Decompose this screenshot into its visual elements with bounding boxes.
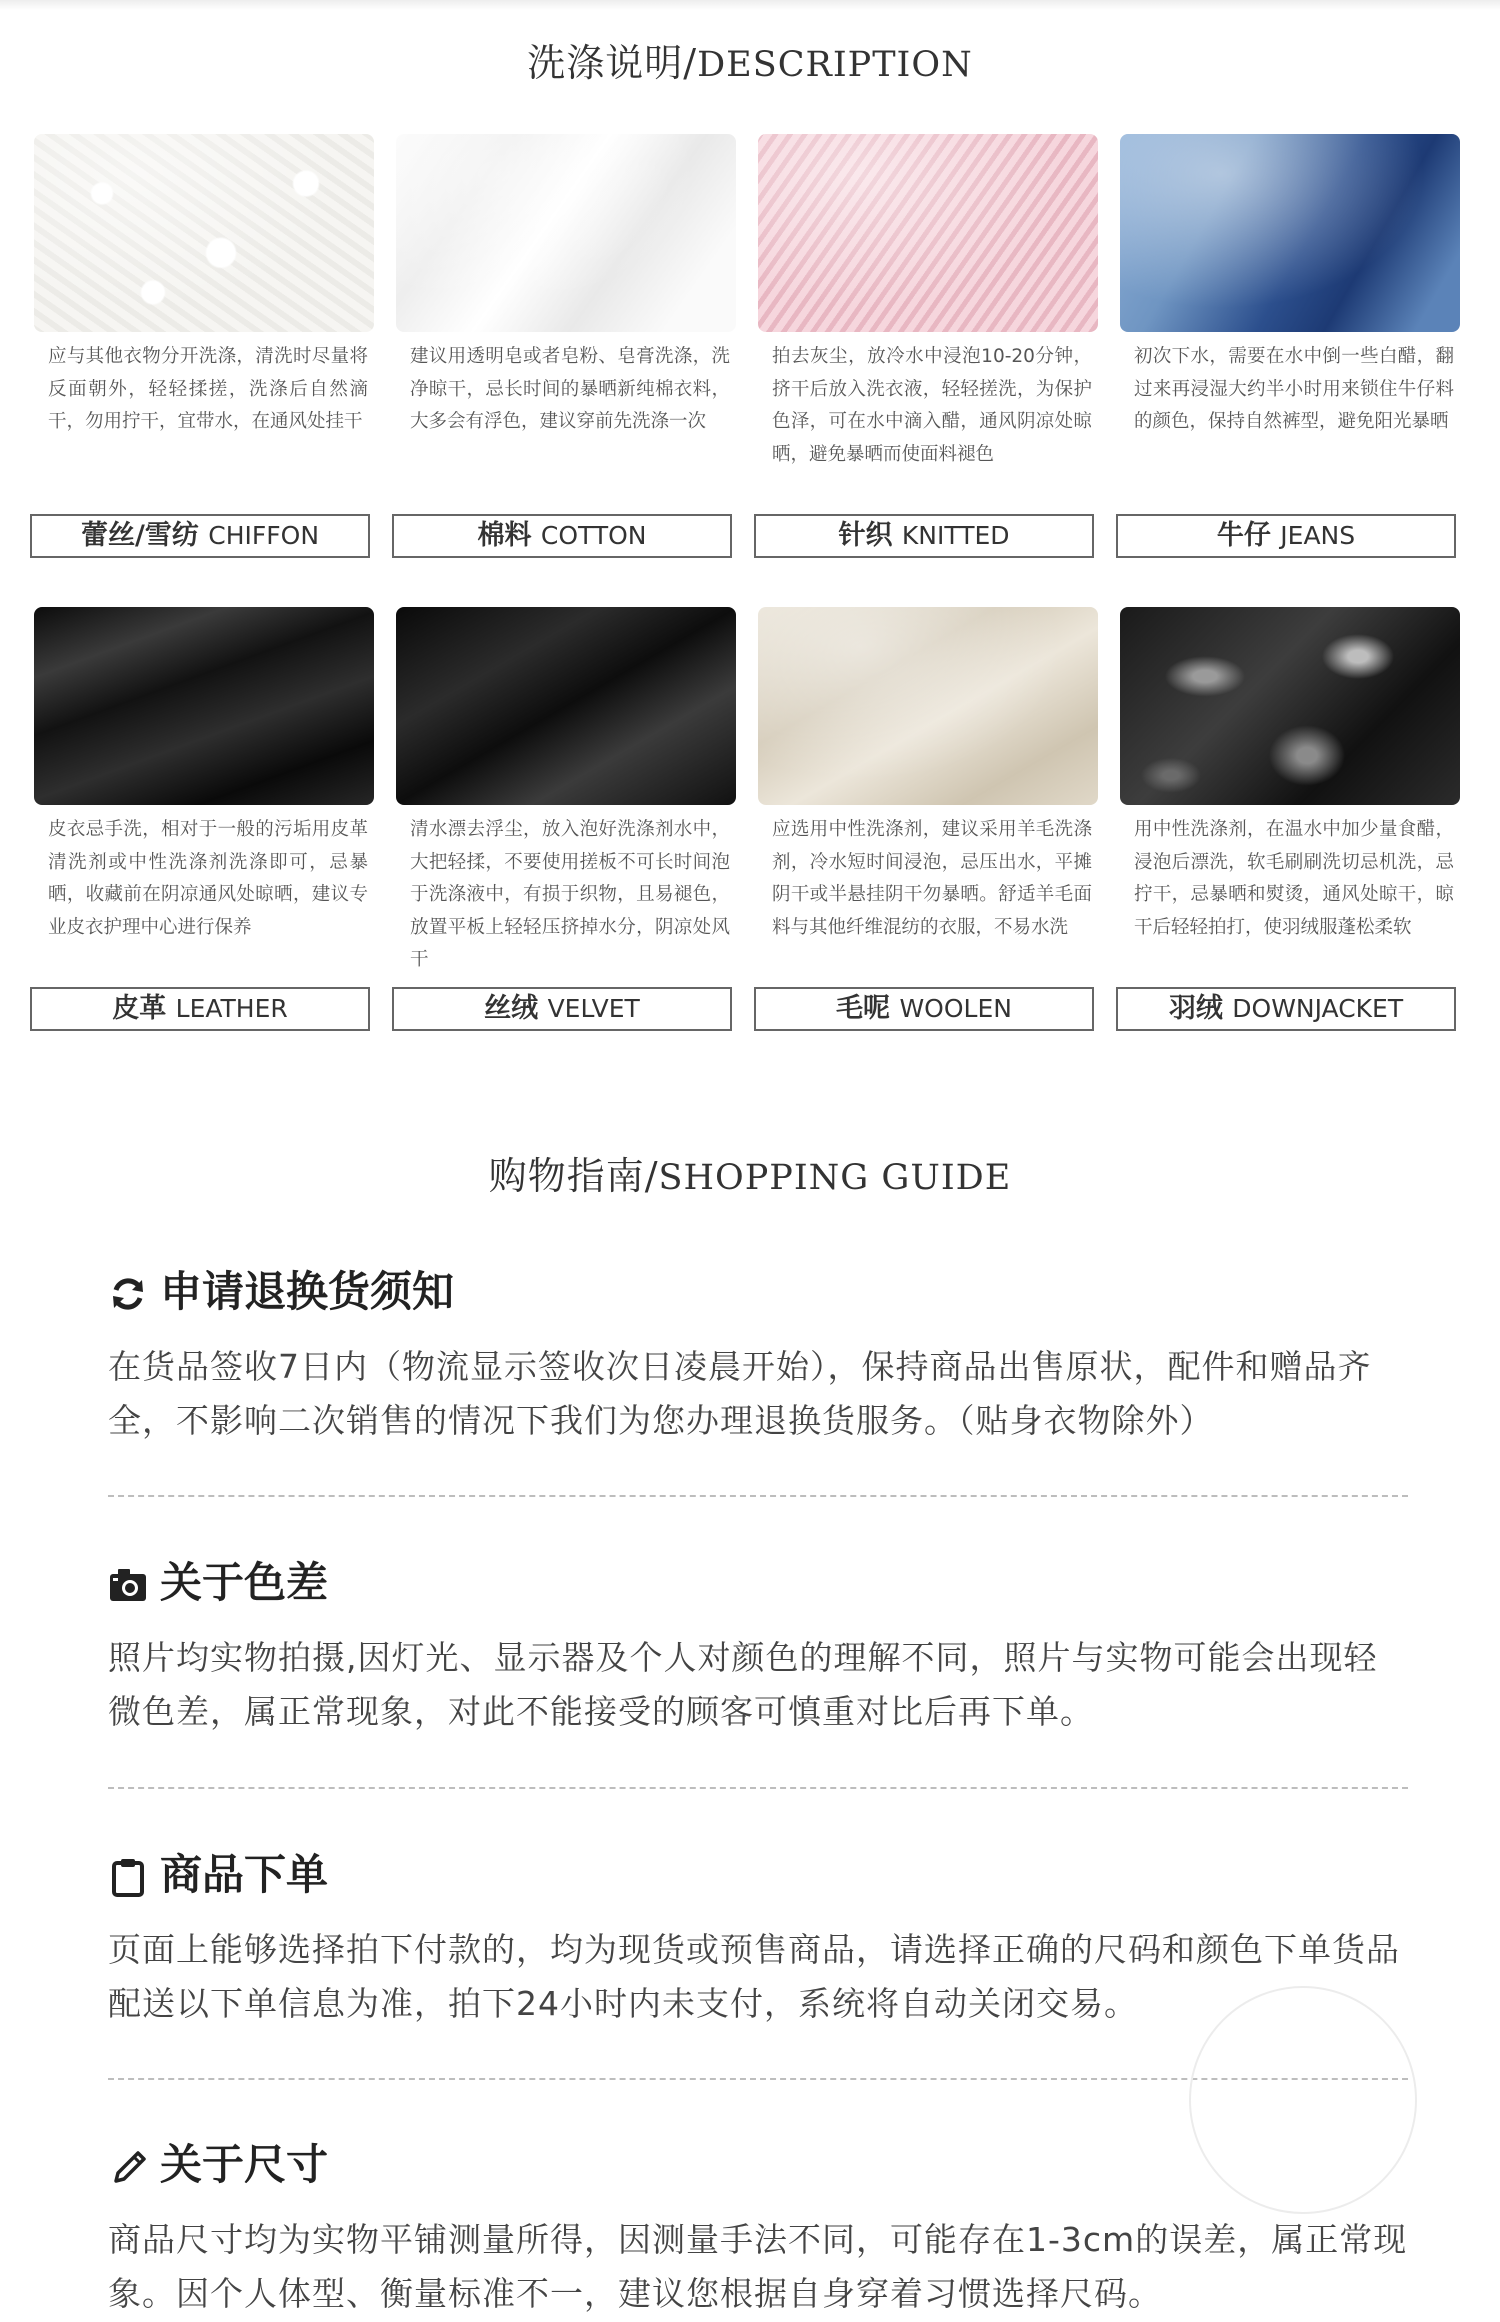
fabric-label-woolen [754, 987, 1094, 1031]
wash-title-separator: / [683, 41, 698, 85]
fabric-care-text: 用中性洗涤剂，在温水中加少量食醋，浸泡后漂洗，软毛刷刷洗切忌机洗，忌拧干，忌暴晒和熨烫，通风处晾干，晾干后轻轻拍打，使羽绒服蓬松柔软 [1134, 819, 1454, 938]
wash-title-en: DESCRIPTION [697, 45, 973, 85]
fabric-card-downjacket [1120, 607, 1460, 1059]
fabric-name-en: LEATHER [175, 994, 288, 1023]
fabric-label-chiffon [30, 514, 370, 558]
guide-item-title: 关于尺寸 [160, 2140, 329, 2189]
fabric-label-velvet [392, 987, 732, 1031]
guide-item-ordering [108, 1845, 1408, 2031]
fabric-card-woolen [758, 607, 1098, 1059]
fabric-label-leather [30, 987, 370, 1031]
fabric-name-en: KNITTED [901, 521, 1010, 550]
fabric-name-cn: 针织 [838, 520, 893, 551]
fabric-name-en: JEANS [1280, 521, 1356, 550]
fabric-name-cn: 丝绒 [484, 993, 539, 1024]
fabric-name-en: COTTON [540, 521, 647, 550]
watermark-circle [1189, 1986, 1417, 2214]
guide-item-body: 在货品签收7日内（物流显示签收次日凌晨开始），保持商品出售原状，配件和赠品齐全，不影响二次销售的情况下我们为您办理退换货服务。（贴身衣物除外） [108, 1347, 1372, 1440]
fabric-card-jeans [1120, 134, 1460, 586]
fabric-care-text: 建议用透明皂或者皂粉、皂膏洗涤，洗净晾干，忌长时间的暴晒新纯棉衣料，大多会有浮色，建议穿前先洗涤一次 [410, 346, 730, 432]
fabric-swatch-cotton [396, 134, 736, 332]
refresh-icon [108, 1274, 148, 1314]
guide-item-returns [108, 1262, 1408, 1448]
clipboard-icon [108, 1857, 148, 1897]
fabric-name-en: DOWNJACKET [1232, 994, 1404, 1023]
fabric-care-text: 初次下水，需要在水中倒一些白醋，翻过来再浸湿大约半小时用来锁住牛仔料的颜色，保持自然裤型，避免阳光暴晒 [1134, 346, 1454, 432]
fabric-name-cn: 棉料 [477, 520, 532, 551]
guide-item-title: 申请退换货须知 [160, 1267, 455, 1316]
top-divider-shadow [0, 0, 1500, 10]
fabric-name-en: VELVET [547, 994, 640, 1023]
fabric-care-text: 应与其他衣物分开洗涤，清洗时尽量将反面朝外，轻轻揉搓，洗涤后自然滴干，勿用拧干，宜带水，在通风处挂干 [48, 346, 368, 432]
guide-title-en: SHOPPING GUIDE [658, 1158, 1012, 1198]
guide-item-body: 页面上能够选择拍下付款的，均为现货或预售商品，请选择正确的尺码和颜色下单货品配送以下单信息为准，拍下24小时内未支付，系统将自动关闭交易。 [108, 1930, 1400, 2023]
guide-item-title: 商品下单 [160, 1850, 329, 1899]
fabric-name-cn: 羽绒 [1168, 993, 1223, 1024]
wash-section-title [0, 32, 1500, 87]
fabric-swatch-woolen [758, 607, 1098, 805]
pencil-icon [108, 2147, 148, 2187]
fabric-care-text: 拍去灰尘，放冷水中浸泡10-20分钟，挤干后放入洗衣液，轻轻搓洗，为保护色泽，可在水中滴入醋，通风阴凉处晾晒，避免暴晒而使面料褪色 [772, 346, 1092, 465]
guide-item-body: 照片均实物拍摄,因灯光、显示器及个人对颜色的理解不同，照片与实物可能会出现轻微色差，属正常现象，对此不能接受的顾客可慎重对比后再下单。 [108, 1638, 1378, 1731]
fabric-name-cn: 牛仔 [1216, 520, 1271, 551]
guide-section-title [0, 1145, 1500, 1200]
fabric-care-text: 皮衣忌手洗，相对于一般的污垢用皮革清洗剂或中性洗涤剂洗涤即可，忌暴晒，收藏前在阴凉通风处晾晒，建议专业皮衣护理中心进行保养 [48, 819, 368, 938]
fabric-swatch-chiffon [34, 134, 374, 332]
fabric-swatch-leather [34, 607, 374, 805]
guide-title-separator: / [644, 1154, 659, 1198]
fabric-name-en: CHIFFON [208, 521, 320, 550]
fabric-card-leather [34, 607, 374, 1059]
fabric-swatch-knitted [758, 134, 1098, 332]
fabric-care-text: 应选用中性洗涤剂，建议采用羊毛洗涤剂，冷水短时间浸泡，忌压出水，平摊阴干或半悬挂阴干勿暴晒。舒适羊毛面料与其他纤维混纺的衣服，不易水洗 [772, 819, 1092, 938]
guide-title-cn: 购物指南 [488, 1154, 645, 1198]
fabric-swatch-velvet [396, 607, 736, 805]
fabric-care-text: 清水漂去浮尘，放入泡好洗涤剂水中，大把轻揉，不要使用搓板不可长时间泡于洗涤液中，有损于织物，且易褪色，放置平板上轻轻压挤掉水分，阴凉处风干 [410, 819, 730, 970]
fabric-swatch-jeans [1120, 134, 1460, 332]
fabric-name-cn: 毛呢 [836, 993, 891, 1024]
fabric-card-velvet [396, 607, 736, 1059]
fabric-label-jeans [1116, 514, 1456, 558]
guide-item-title: 关于色差 [160, 1558, 329, 1607]
fabric-card-chiffon [34, 134, 374, 586]
guide-item-body: 商品尺寸均为实物平铺测量所得，因测量手法不同，可能存在1-3cm的误差，属正常现象。因个人体型、衡量标准不一，建议您根据自身穿着习惯选择尺码。 [108, 2220, 1408, 2313]
fabric-card-knitted [758, 134, 1098, 586]
camera-icon [108, 1565, 148, 1605]
fabric-label-knitted [754, 514, 1094, 558]
fabric-label-cotton [392, 514, 732, 558]
fabric-swatch-downjacket [1120, 607, 1460, 805]
fabric-name-cn: 蕾丝/雪纺 [80, 520, 199, 551]
guide-item-color-difference [108, 1553, 1408, 1739]
dashed-divider [108, 1495, 1408, 1497]
dashed-divider [108, 1787, 1408, 1789]
fabric-label-downjacket [1116, 987, 1456, 1031]
fabric-card-cotton [396, 134, 736, 586]
fabric-name-en: WOOLEN [899, 994, 1012, 1023]
wash-title-cn: 洗涤说明 [527, 41, 684, 85]
fabric-name-cn: 皮革 [112, 993, 167, 1024]
